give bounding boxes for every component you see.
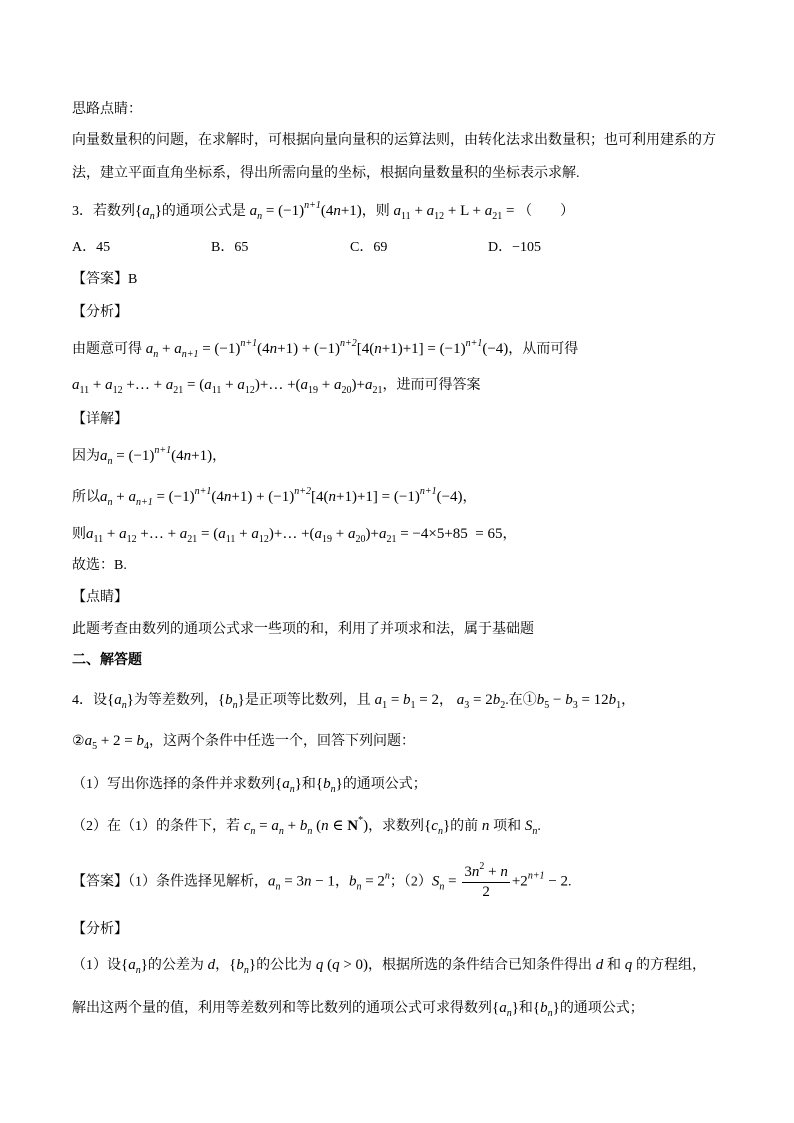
math-variable: n (471, 864, 480, 880)
answer-line: 【答案】B (72, 272, 138, 287)
math-expression: + (484, 864, 501, 880)
math-variable: n (223, 489, 232, 505)
math-variable: n (303, 873, 312, 890)
question-3-stem (72, 201, 574, 222)
text-run: 的通项公式是 (161, 204, 246, 219)
math-variable: a (179, 526, 188, 542)
math-variable: a (499, 1000, 507, 1016)
text-run: 的公比为 (256, 958, 313, 973)
subscript: n+1 (135, 497, 153, 508)
answer-line (72, 861, 572, 901)
math-expression: { (217, 692, 226, 708)
math-variable: n (183, 448, 192, 464)
subscript: n (153, 349, 159, 360)
math-expression: + (112, 489, 129, 505)
math-variable: S (431, 873, 440, 890)
math-variable: a (72, 377, 80, 393)
math-expression: [4( (356, 341, 375, 357)
subscript: 12 (112, 385, 123, 396)
math-expression: 3 (464, 864, 472, 880)
math-variable: a (218, 526, 226, 542)
subscript: n (532, 826, 538, 837)
subscript: n (232, 700, 238, 711)
math-variable: a (142, 341, 154, 357)
math-variable: a (128, 489, 136, 505)
math-expression: = (502, 203, 519, 219)
math-expression: { (275, 776, 283, 792)
math-expression: + (158, 341, 175, 357)
math-variable: b (236, 957, 244, 973)
math-expression: + (89, 377, 106, 393)
math-expression: + (221, 377, 238, 393)
math-expression: (4 (171, 448, 184, 464)
text-run: 4．设 (72, 693, 107, 708)
math-variable: d (592, 957, 608, 973)
math-expression: } (140, 957, 148, 973)
math-expression: { (532, 1000, 541, 1016)
hint-paragraph-line: 法，建立平面直角坐标系，得出所需向量的坐标，根据向量数量积的坐标表示求解. (72, 166, 580, 181)
section-heading: 二、解答题 (72, 653, 142, 668)
math-variable: b (136, 733, 144, 749)
math-variable: b (348, 873, 357, 890)
math-expression: + (235, 526, 252, 542)
math-expression: = 2 (469, 692, 493, 708)
math-expression: + (103, 526, 120, 542)
subscript: 21 (372, 385, 383, 396)
text-run: 解出这两个量的值，利用等差数列和等比数列的通项公式可求得数列 (72, 1001, 492, 1016)
subscript: 19 (322, 534, 333, 545)
subscript: 21 (187, 534, 198, 545)
text-run: ，进而可得答案 (382, 378, 481, 393)
math-expression: ( (323, 957, 333, 973)
text-run: ，从而可得 (508, 342, 579, 357)
math-variable: n (321, 818, 329, 834)
superscript: n (384, 870, 390, 882)
math-variable: a (165, 377, 174, 393)
math-set-symbol: N (347, 818, 359, 834)
option-a: A．45 (72, 240, 111, 255)
subscript: n (135, 965, 141, 976)
option-c: C．69 (350, 240, 388, 255)
subscript: 5 (544, 700, 550, 711)
math-variable: b (403, 692, 411, 708)
math-expression: = ( (197, 526, 219, 542)
subscript: 12 (258, 534, 269, 545)
math-expression: } (442, 818, 451, 834)
text-run: 的公差为 (147, 958, 204, 973)
superscript: n+1 (465, 338, 483, 349)
math-expression: (−4) (436, 489, 463, 505)
subscript: 11 (401, 211, 411, 222)
text-run: 则 (72, 527, 86, 542)
math-expression: = (−1) (198, 341, 241, 357)
text-run: 的通项公式； (342, 777, 427, 792)
text-run: . (537, 819, 541, 834)
math-expression: + L + (444, 203, 485, 219)
question-4-part-1 (72, 774, 427, 795)
math-variable: S (521, 818, 533, 834)
detail-label: 【详解】 (72, 412, 128, 427)
math-variable: a (389, 203, 402, 219)
math-expression: )+… +( (254, 377, 301, 393)
math-variable: a (268, 873, 276, 890)
math-variable: n (269, 341, 278, 357)
detail-line (72, 487, 477, 508)
math-expression: = 2 (415, 692, 439, 708)
text-run: （1）写出你选择的条件并求数列 (72, 777, 275, 792)
analysis-line (72, 998, 644, 1019)
subscript: 21 (492, 211, 503, 222)
math-expression: } (294, 776, 302, 792)
math-variable: a (86, 526, 94, 542)
math-variable: a (426, 203, 435, 219)
analysis-label: 【分析】 (72, 922, 128, 937)
math-expression: [4( (311, 489, 329, 505)
math-variable: n (478, 818, 494, 834)
math-variable: q (621, 957, 637, 973)
math-expression: + (283, 818, 300, 834)
subscript: n (307, 826, 313, 837)
question-4-stem (72, 731, 415, 752)
math-expression: = ( (183, 377, 205, 393)
math-variable: a (364, 377, 373, 393)
text-run: ，根据所选的条件结合已知条件得出 (368, 958, 593, 973)
text-run: ，则 (361, 204, 390, 219)
math-variable: b (608, 692, 617, 708)
math-variable: a (484, 203, 493, 219)
text-run: 是正项等比数列，且 (244, 693, 371, 708)
subscript: 12 (244, 385, 255, 396)
math-expression: ∈ (328, 818, 348, 834)
math-variable: n (333, 203, 341, 219)
math-expression: { (492, 1000, 500, 1016)
math-expression: } (154, 203, 162, 219)
math-expression: { (315, 776, 324, 792)
subscript: 1 (410, 700, 416, 711)
math-expression: +2 (511, 873, 528, 890)
math-expression: = (444, 873, 461, 890)
math-expression: } (248, 957, 257, 973)
text-run: ， (502, 527, 517, 542)
text-run: 的前 (450, 819, 479, 834)
math-variable: a (100, 448, 108, 464)
subscript: 12 (126, 534, 137, 545)
remark-line: 此题考查由数列的通项公式求一些项的和，利用了并项求和法，属于基础题 (72, 622, 534, 637)
subscript: n (107, 497, 113, 508)
subscript: n (356, 881, 362, 893)
math-variable: n (374, 341, 382, 357)
math-variable: a (453, 692, 465, 708)
analysis-line (72, 375, 480, 396)
text-run: ，求数列 (368, 819, 425, 834)
superscript: n+1 (527, 870, 545, 882)
math-expression: + 2 = (97, 733, 137, 749)
text-run: 和 (607, 958, 622, 973)
math-variable: b (323, 776, 331, 792)
subscript: n (437, 826, 443, 837)
math-variable: a (370, 692, 383, 708)
detail-line (72, 524, 517, 545)
math-variable: a (114, 692, 122, 708)
superscript: n+1 (154, 445, 172, 456)
math-variable: c (431, 818, 438, 834)
math-expression: (4 (257, 341, 270, 357)
math-expression: +… + (136, 526, 180, 542)
math-variable: a (300, 377, 309, 393)
text-run: 的方程组， (636, 958, 707, 973)
subscript: n (250, 826, 256, 837)
math-expression: ( (312, 818, 322, 834)
subscript: n (257, 211, 263, 222)
text-run: 因为 (72, 449, 100, 464)
subscript: n (243, 965, 249, 976)
math-expression: )+ (351, 377, 365, 393)
subscript: 21 (173, 385, 184, 396)
subscript: n (149, 211, 155, 222)
math-expression: +1) + (−1) (277, 341, 341, 357)
subscript: 1 (616, 700, 622, 711)
subscript: 20 (341, 385, 352, 396)
text-run: 和 (518, 1001, 533, 1016)
analysis-line (72, 339, 578, 360)
text-run: ，这两个条件中任选一个，回答下列问题： (148, 734, 415, 749)
math-variable: a (271, 818, 279, 834)
superscript: 2 (479, 861, 485, 872)
math-expression: (4 (211, 489, 224, 505)
math-expression: +… + (122, 377, 166, 393)
superscript: n+1 (194, 486, 212, 497)
superscript: n+2 (294, 486, 312, 497)
subscript: 21 (386, 534, 397, 545)
math-expression: = (−1) (262, 203, 305, 219)
math-expression: )+… +( (268, 526, 315, 542)
math-variable: a (314, 526, 323, 542)
subscript: 3 (572, 700, 578, 711)
text-run: ， (215, 958, 230, 973)
text-run: 所以 (72, 490, 100, 505)
fraction-denominator (482, 883, 490, 901)
superscript: n+1 (419, 486, 437, 497)
math-expression: + (332, 526, 348, 542)
subscript: 2 (500, 700, 506, 711)
text-run: . (568, 874, 572, 890)
text-run: 为等差数列， (133, 693, 218, 708)
option-d: D．−105 (488, 240, 542, 255)
subscript: n (121, 700, 127, 711)
text-run: 【答案】（1）条件选择见解析， (72, 874, 268, 890)
text-run: ， (334, 874, 349, 890)
math-variable: b (225, 692, 233, 708)
math-expression: +1)+1] = (−1) (381, 341, 466, 357)
subscript: 11 (93, 534, 104, 545)
math-variable: a (282, 776, 290, 792)
math-expression: ) (363, 818, 369, 834)
math-expression: = (387, 692, 404, 708)
text-run: ；（2） (389, 874, 432, 890)
subscript: n (506, 1008, 512, 1019)
subscript: 5 (92, 741, 98, 752)
math-variable: q (332, 957, 340, 973)
fraction-numerator (462, 861, 509, 883)
math-expression: +1) (191, 448, 213, 464)
math-expression: } (126, 692, 134, 708)
subscript: n (289, 784, 295, 795)
analysis-label: 【分析】 (72, 305, 128, 320)
math-expression: − 1 (311, 873, 335, 890)
subscript: 12 (434, 211, 445, 222)
text-run: 和 (301, 777, 316, 792)
math-expression: + (318, 377, 334, 393)
math-expression: (4 (320, 203, 334, 219)
math-variable: a (251, 526, 259, 542)
fraction (462, 861, 509, 901)
math-expression: − 2 (544, 873, 569, 890)
math-variable: n (500, 864, 508, 880)
superscript: n+2 (340, 338, 357, 349)
math-variable: d (203, 957, 216, 973)
math-expression: (−4) (482, 341, 509, 357)
math-expression: +1) + (−1) (231, 489, 295, 505)
subscript: 3 (464, 700, 470, 711)
text-run: ② (72, 734, 85, 749)
detail-line (72, 446, 226, 467)
math-variable: c (240, 818, 251, 834)
superscript: n+1 (304, 200, 321, 211)
math-expression: 2 (482, 884, 490, 900)
subscript: n (107, 456, 113, 467)
math-variable: a (119, 526, 127, 542)
text-run: ， (439, 693, 453, 708)
math-variable: a (204, 377, 212, 393)
superscript: n+1 (240, 338, 258, 349)
math-expression: > 0) (339, 957, 369, 973)
subscript: 11 (211, 385, 222, 396)
math-expression: } (511, 1000, 519, 1016)
math-expression: +1) (340, 203, 362, 219)
math-variable: b (536, 692, 545, 708)
math-expression: = 2 (361, 873, 385, 890)
math-variable: a (245, 203, 258, 219)
text-run: （ ） (518, 204, 575, 219)
math-expression: { (121, 957, 129, 973)
text-run: ， (462, 490, 477, 505)
math-expression: { (135, 203, 143, 219)
math-variable: a (378, 526, 387, 542)
math-expression: { (229, 957, 237, 973)
text-run: .在① (505, 693, 537, 708)
math-variable: a (128, 957, 136, 973)
question-4-stem (72, 690, 635, 711)
math-expression: = 3 (280, 873, 304, 890)
analysis-line (72, 955, 706, 976)
subscript: 1 (382, 700, 388, 711)
math-expression: } (237, 692, 245, 708)
math-variable: b (565, 692, 573, 708)
text-run: ， (621, 693, 636, 708)
subscript: 20 (355, 534, 366, 545)
text-run: （2）在（1）的条件下，若 (72, 819, 240, 834)
math-expression: } (335, 776, 343, 792)
math-variable: a (100, 489, 108, 505)
math-variable: b (299, 818, 308, 834)
hint-heading: 思路点睛： (72, 102, 142, 117)
subscript: 11 (79, 385, 90, 396)
math-expression: = (−1) (152, 489, 195, 505)
subscript: n+1 (181, 349, 199, 360)
math-variable: a (105, 377, 113, 393)
math-variable: b (492, 692, 501, 708)
subscript: n (547, 1008, 553, 1019)
math-expression: } (552, 1000, 560, 1016)
math-variable: n (328, 489, 337, 505)
math-expression: { (424, 818, 432, 834)
question-4-part-2 (72, 816, 541, 837)
math-variable: b (540, 1000, 548, 1016)
subscript: 11 (225, 534, 236, 545)
math-expression: + (410, 203, 427, 219)
math-expression: +1)+1] = (−1) (336, 489, 420, 505)
math-expression: )+ (365, 526, 379, 542)
math-expression: = 12 (577, 692, 609, 708)
text-run: （1）设 (72, 958, 121, 973)
subscript: n (330, 784, 336, 795)
option-b: B．65 (211, 240, 249, 255)
text-run: 3．若数列 (72, 204, 135, 219)
subscript: n (439, 881, 445, 893)
math-variable: a (84, 733, 93, 749)
math-expression: { (107, 692, 115, 708)
text-run: 由题意可得 (72, 342, 142, 357)
subscript: 19 (308, 385, 319, 396)
text-run: 项和 (493, 819, 522, 834)
remark-label: 【点睛】 (72, 590, 128, 605)
subscript: n (278, 826, 284, 837)
math-variable: a (348, 526, 356, 542)
math-expression: = (−1) (112, 448, 155, 464)
math-variable: a (334, 377, 342, 393)
math-variable: a (237, 377, 245, 393)
math-variable: q (312, 957, 324, 973)
text-run: ， (212, 449, 227, 464)
math-expression: − (549, 692, 566, 708)
subscript: n (275, 881, 281, 893)
text-run: 的通项公式； (559, 1001, 644, 1016)
math-expression: = −4×5+85 = 65 (396, 526, 503, 542)
math-variable: a (174, 341, 182, 357)
subscript: 4 (143, 741, 149, 752)
math-expression: = (255, 818, 272, 834)
superscript: * (358, 815, 364, 826)
conclusion-line: 故选：B. (72, 558, 127, 573)
math-variable: a (142, 203, 150, 219)
hint-paragraph-line: 向量数量积的问题，在求解时，可根据向量向量积的运算法则，由转化法求出数量积；也可利用建系的方 (72, 133, 716, 148)
